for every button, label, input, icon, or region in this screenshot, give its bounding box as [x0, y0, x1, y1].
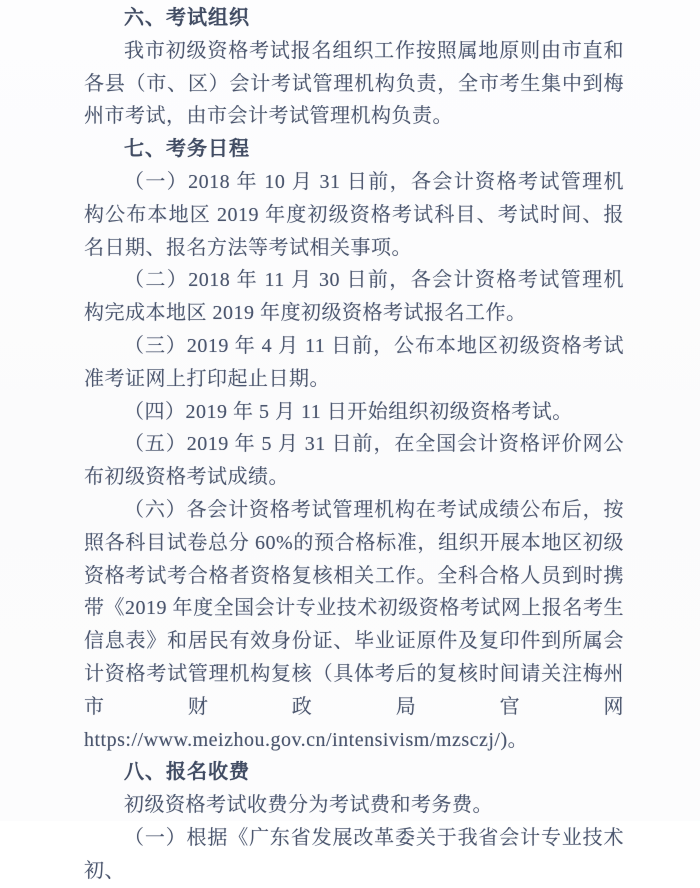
para-schedule-item-5: （五）2019 年 5 月 31 日前，在全国会计资格评价网公布初级资格考试成绩。 — [84, 433, 624, 489]
para-exam-organization: 我市初级资格考试报名组织工作按照属地原则由市直和各县（市、区）会计考试管理机构负责，全市考生集中到梅州市考试，由市会计考试管理机构负责。 — [84, 39, 624, 128]
para-schedule-item-1: （一）2018 年 10 月 31 日前，各会计资格考试管理机构公布本地区 2019 年度初级资格考试科目、考试时间、报名日期、报名方法等考试相关事项。 — [84, 170, 624, 259]
heading-registration-fee: 八、报名收费 — [124, 761, 250, 784]
para-schedule-item-2: （二）2018 年 11 月 30 日前，各会计资格考试管理机构完成本地区 2019 年度初级资格考试报名工作。 — [84, 269, 624, 325]
heading-exam-schedule: 七、考务日程 — [124, 138, 250, 161]
heading-exam-organization: 六、考试组织 — [124, 7, 250, 29]
para-schedule-item-4: （四）2019 年 5 月 11 日开始组织初级资格考试。 — [124, 400, 573, 423]
para-fee-intro: 初级资格考试收费分为考试费和考务费。 — [124, 794, 493, 817]
para-schedule-item-3: （三）2019 年 4 月 11 日前，公布本地区初级资格考试准考证网上打印起止日期。 — [84, 334, 624, 390]
para-fee-item-1-truncated: （一）根据《广东省发展改革委关于我省会计专业技术初、 — [84, 826, 624, 882]
para-schedule-item-6-with-review-url: （六）各会计资格考试管理机构在考试成绩公布后，按照各科目试卷总分 60%的预合格标准，组织开展本地区初级资格考试考合格者资格复核相关工作。全科合格人员到时携带《2019 年度全国会计专业技术初级资格考试网上报名考生信息表》和居民有效身份证、毕业证原件及复印件到所属会计资格考试管理机构复核（具体考后的复核时间请关注梅州市财政局官网 https://www.meizhou.gov.cn/intensivism/mzsczj/)。 — [84, 498, 624, 751]
